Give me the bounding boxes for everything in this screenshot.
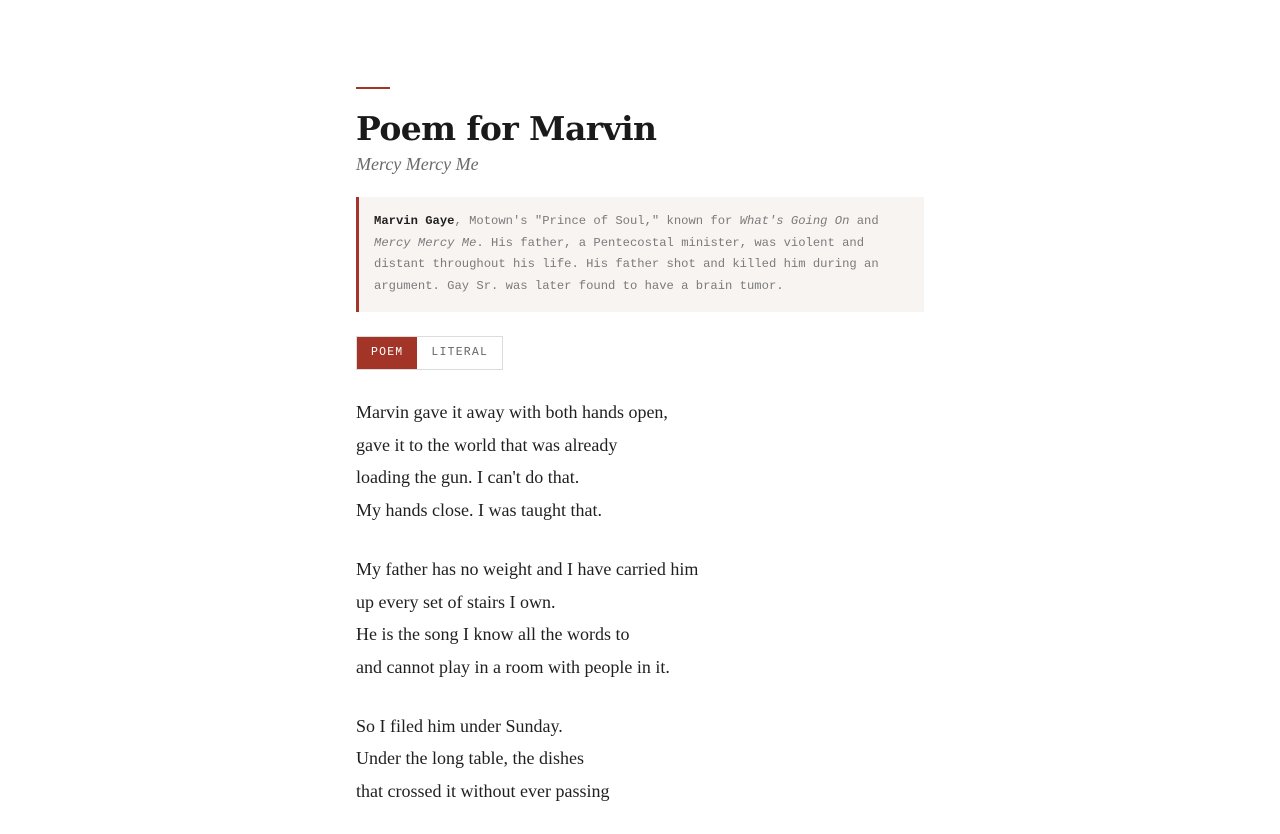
poem-line: My hands close. I was taught that. [356,500,602,521]
note-text: , Motown's "Prince of Soul," known for [454,214,740,228]
poem-line: and cannot play in a room with people in it. [356,656,670,677]
poem-line: He is the song I know all the words to [356,624,630,645]
accent-rule [356,87,390,89]
stanza [356,710,924,808]
context-note [356,197,924,312]
poem-line: gave it to the world that was already [356,434,618,455]
note-text: . His father, a Pentecostal minister, was violent and distant throughout his life. His father shot and killed him during an argument. Gay Sr. was later found to have a brain tumor. [374,235,879,294]
stanza [356,553,924,684]
poem-line: My father has no weight and I have carried him [356,558,699,579]
note-work-title: What's Going On [739,214,850,228]
poem-line: that crossed it without ever passing [356,781,610,802]
view-toggle [356,336,503,370]
page-title: Poem for Marvin [356,109,657,148]
tab-literal[interactable]: LITERAL [417,337,502,369]
tab-poem[interactable]: POEM [357,337,417,369]
poem-line: Marvin gave it away with both hands open, [356,402,668,422]
stanza [356,396,924,527]
note-text: and [849,214,879,228]
poem-line: Under the long table, the dishes [356,748,584,769]
poem-line: loading the gun. I can't do that. [356,467,580,488]
page-subtitle: Mercy Mercy Me [356,154,479,174]
poem-line: So I filed him under Sunday. [356,715,563,736]
poem-body [356,396,924,834]
poem-line: up every set of stairs I own. [356,591,556,612]
note-work-title: Mercy Mercy Me [374,235,477,250]
note-name: Marvin Gaye [374,214,455,228]
